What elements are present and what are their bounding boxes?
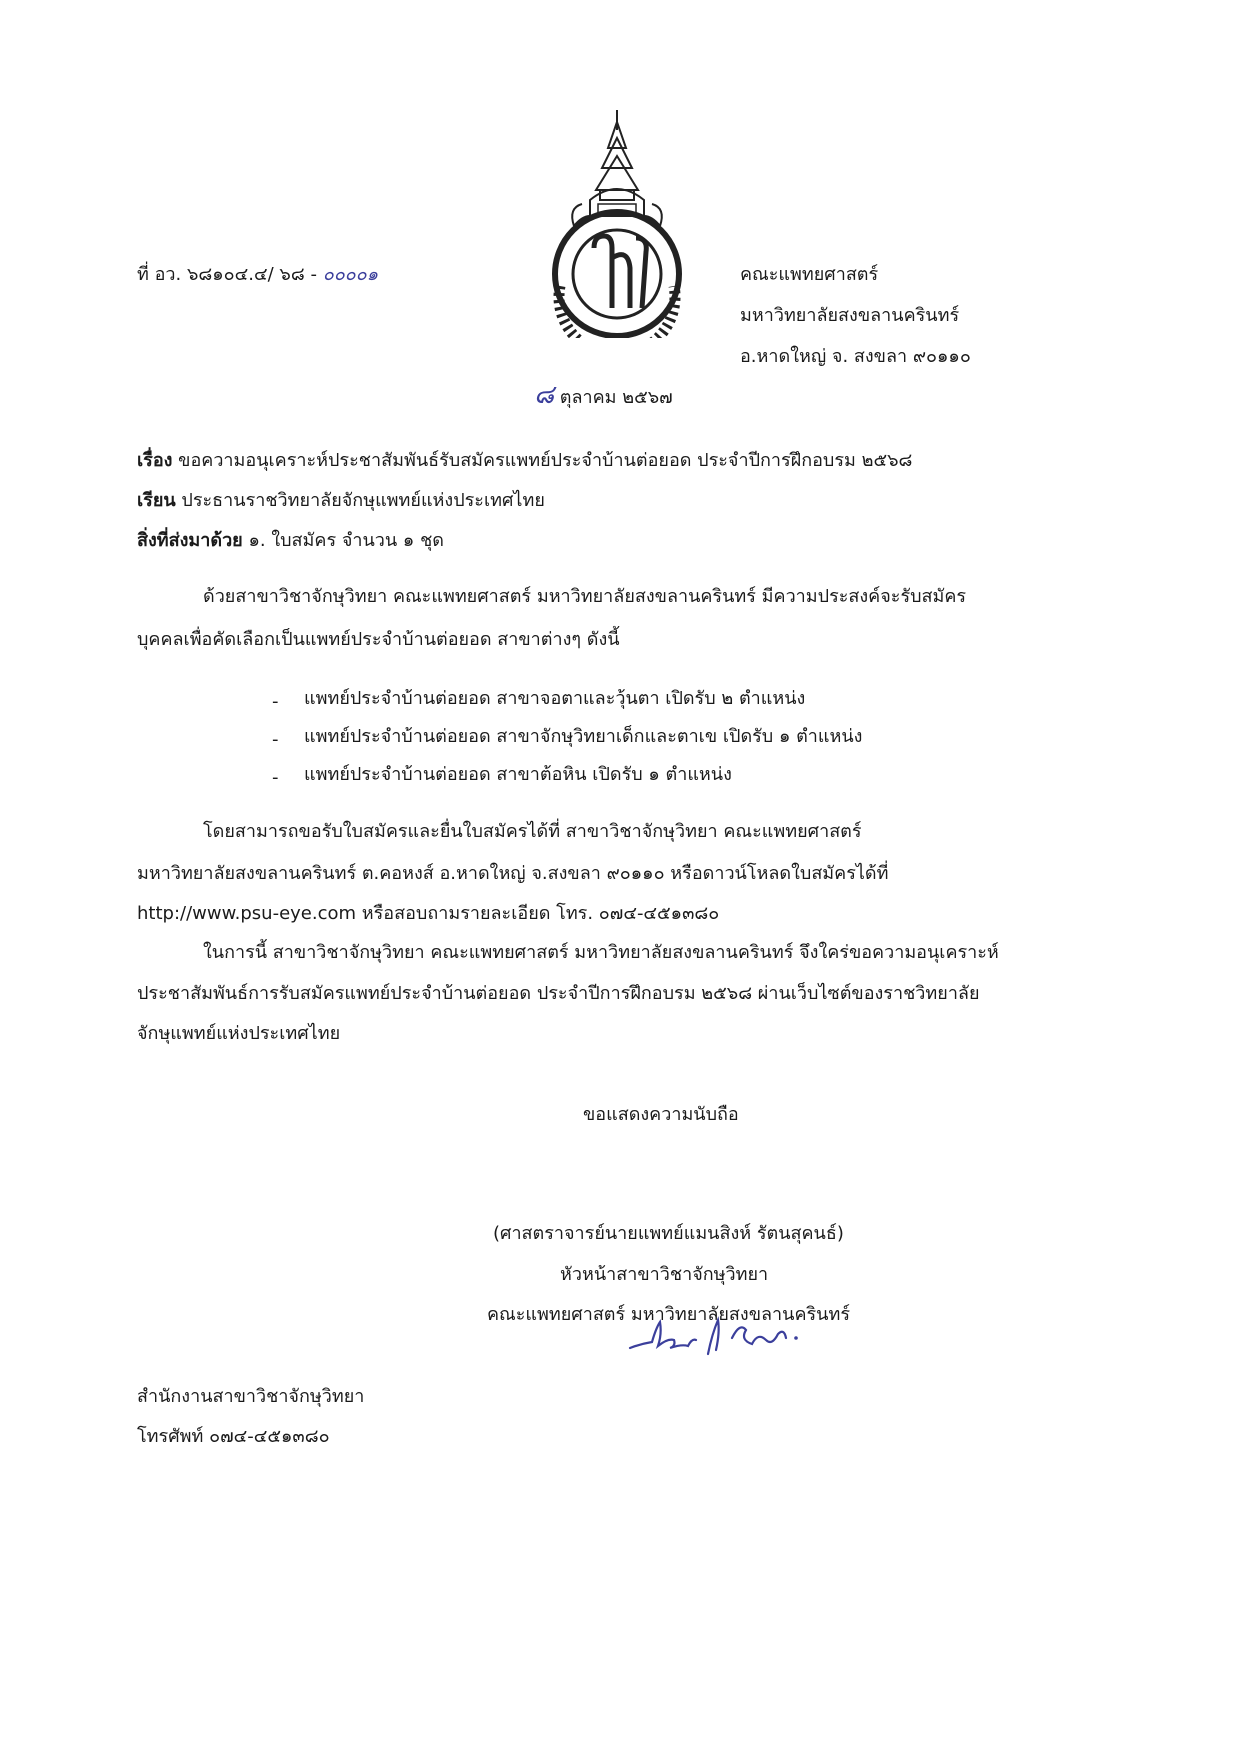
paragraph-2-line-3: http://www.psu-eye.com หรือสอบถามรายละเอียด โทร. ๐๗๔-๔๕๑๓๘๐ [137, 903, 720, 924]
document-reference: ที่ อว. ๖๘๑๐๔.๔/ ๖๘ - [137, 264, 317, 285]
recipient-text: ประธานราชวิทยาลัยจักษุแพทย์แห่งประเทศไทย [181, 490, 545, 511]
enclosure-text: ๑. ใบสมัคร จำนวน ๑ ชุด [248, 530, 444, 551]
office-phone: โทรศัพท์ ๐๗๔-๔๕๑๓๘๐ [137, 1426, 330, 1447]
subject-text: ขอความอนุเคราะห์ประชาสัมพันธ์รับสมัครแพทย์ประจำบ้านต่อยอด ประจำปีการฝึกอบรม ๒๕๖๘ [178, 450, 913, 471]
office-name: สำนักงานสาขาวิชาจักษุวิทยา [137, 1386, 365, 1407]
date-month-year: ตุลาคม ๒๕๖๗ [559, 387, 673, 408]
bullet-mark: - [272, 729, 279, 750]
subject-line [137, 452, 912, 470]
document-reference-number: ๐๐๐๐๑ [322, 264, 379, 285]
paragraph-2-line-2: มหาวิทยาลัยสงขลานครินทร์ ต.คอหงส์ อ.หาดใหญ่ จ.สงขลา ๙๐๑๑๐ หรือดาวน์โหลดใบสมัครได้ที่ [137, 863, 889, 884]
paragraph-3-line-1: ในการนี้ สาขาวิชาจักษุวิทยา คณะแพทยศาสตร์ มหาวิทยาลัยสงขลานครินทร์ จึงใคร่ขอความอนุเคราะห์ [203, 942, 999, 963]
date-day: ๘ [534, 380, 555, 410]
paragraph-2-line-1: โดยสามารถขอรับใบสมัครและยื่นใบสมัครได้ที่ สาขาวิชาจักษุวิทยา คณะแพทยศาสตร์ [203, 821, 862, 842]
closing-regards: ขอแสดงความนับถือ [583, 1104, 739, 1125]
paragraph-3-line-2: ประชาสัมพันธ์การรับสมัครแพทย์ประจำบ้านต่อยอด ประจำปีการฝึกอบรม ๒๕๖๘ ผ่านเว็บไซต์ของราชวิทยาลัย [137, 983, 980, 1004]
enclosure-line [137, 532, 444, 550]
org-university: มหาวิทยาลัยสงขลานครินทร์ [740, 305, 960, 326]
bullet-item: แพทย์ประจำบ้านต่อยอด สาขาจักษุวิทยาเด็กและตาเข เปิดรับ ๑ ตำแหน่ง [304, 726, 863, 747]
bullet-item: แพทย์ประจำบ้านต่อยอด สาขาต้อหิน เปิดรับ ๑ ตำแหน่ง [304, 764, 732, 785]
signatory-unit: คณะแพทยศาสตร์ มหาวิทยาลัยสงขลานครินทร์ [487, 1304, 850, 1325]
signatory-name: (ศาสตราจารย์นายแพทย์แมนสิงห์ รัตนสุคนธ์) [493, 1223, 844, 1244]
org-address: อ.หาดใหญ่ จ. สงขลา ๙๐๑๑๐ [740, 346, 971, 367]
recipient-line [137, 492, 545, 510]
org-name: คณะแพทยศาสตร์ [740, 264, 879, 285]
subject-label: เรื่อง [137, 450, 173, 471]
date [534, 382, 673, 408]
bullet-item: แพทย์ประจำบ้านต่อยอด สาขาจอตาและวุ้นตา เปิดรับ ๒ ตำแหน่ง [304, 688, 806, 709]
paragraph-1-line-1: ด้วยสาขาวิชาจักษุวิทยา คณะแพทยศาสตร์ มหาวิทยาลัยสงขลานครินทร์ มีความประสงค์จะรับสมัคร [203, 586, 967, 607]
paragraph-1-line-2: บุคคลเพื่อคัดเลือกเป็นแพทย์ประจำบ้านต่อยอด สาขาต่างๆ ดังนี้ [137, 629, 620, 650]
bullet-mark: - [272, 691, 279, 712]
signatory-position: หัวหน้าสาขาวิชาจักษุวิทยา [560, 1264, 769, 1285]
paragraph-3-line-3: จักษุแพทย์แห่งประเทศไทย [137, 1023, 341, 1044]
university-seal-logo [538, 108, 696, 338]
enclosure-label: สิ่งที่ส่งมาด้วย [137, 530, 243, 551]
bullet-mark: - [272, 767, 279, 788]
recipient-label: เรียน [137, 490, 176, 511]
